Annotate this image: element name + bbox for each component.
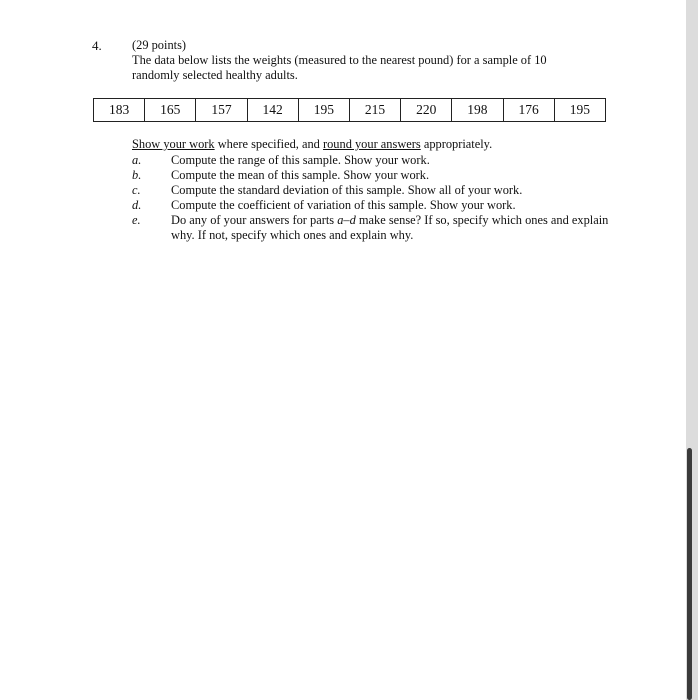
part-e bbox=[132, 213, 612, 243]
part-label: d. bbox=[132, 198, 142, 212]
show-work-underlined: Show your work bbox=[132, 137, 215, 151]
question-intro-line-2: randomly selected healthy adults. bbox=[132, 68, 298, 82]
part-label: c. bbox=[132, 183, 141, 197]
data-cell: 215 bbox=[349, 99, 400, 122]
weights-data-table bbox=[93, 98, 606, 122]
vertical-scrollbar[interactable] bbox=[687, 448, 692, 700]
part-text: Compute the standard deviation of this sample. Show all of your work. bbox=[171, 183, 523, 197]
round-answers-underlined: round your answers bbox=[322, 137, 421, 151]
part-a bbox=[132, 153, 612, 168]
part-d bbox=[132, 198, 612, 213]
data-cell: 198 bbox=[452, 99, 503, 122]
data-cell: 157 bbox=[196, 99, 247, 122]
part-label: a. bbox=[132, 153, 142, 167]
data-cell: 142 bbox=[247, 99, 298, 122]
instructions-line bbox=[132, 137, 492, 152]
data-cell: 195 bbox=[298, 99, 349, 122]
part-label: e. bbox=[132, 213, 141, 227]
part-c bbox=[132, 183, 612, 198]
question-header bbox=[132, 38, 602, 83]
part-text: Compute the range of this sample. Show your work. bbox=[171, 153, 430, 167]
part-text: Compute the coefficient of variation of this sample. Show your work. bbox=[171, 198, 516, 212]
data-cell: 220 bbox=[401, 99, 452, 122]
question-points: (29 points) bbox=[132, 38, 187, 52]
part-b bbox=[132, 168, 612, 183]
part-label: b. bbox=[132, 168, 142, 182]
data-cell: 183 bbox=[94, 99, 145, 122]
instructions-where: where specified, and bbox=[214, 137, 323, 151]
instructions-end: appropriately. bbox=[420, 137, 493, 151]
question-intro-line-1: The data below lists the weights (measured to the nearest pound) for a sample of 10 bbox=[132, 53, 547, 67]
data-cell: 195 bbox=[554, 99, 605, 122]
part-text: Compute the mean of this sample. Show your work. bbox=[171, 168, 430, 182]
part-text-before: Do any of your answers for parts bbox=[171, 213, 338, 227]
part-text bbox=[171, 213, 612, 243]
table-row bbox=[94, 99, 606, 122]
parts-list bbox=[132, 153, 612, 243]
part-range-italic: a–d bbox=[337, 213, 356, 227]
question-number: 4. bbox=[92, 38, 102, 53]
part-text-after: make sense? If so, specify which ones and explain why. If not, specify which ones and explain why. bbox=[171, 213, 609, 242]
data-cell: 165 bbox=[145, 99, 196, 122]
data-cell: 176 bbox=[503, 99, 554, 122]
